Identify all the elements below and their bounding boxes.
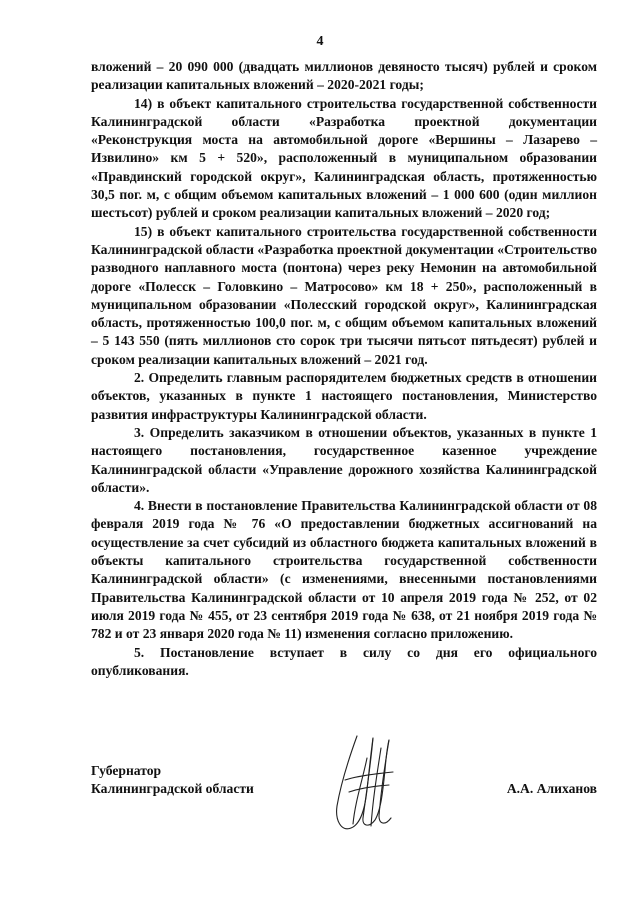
paragraph-clause-3: 3. Определить заказчиком в отношении объектов, указанных в пункте 1 настоящего постановления, государственное казенное учреждение Калининградской области «Управление дорожного хозяйства Калининградской области». — [91, 424, 597, 495]
paragraph-investment-continuation: вложений – 20 090 000 (двадцать миллионов девяносто тысяч) рублей и сроком реализации капитальных вложений – 2020-2021 годы; — [91, 59, 597, 93]
signatory-position — [91, 762, 254, 799]
document-body — [91, 58, 597, 680]
paragraph-item-14: 14) в объект капитального строительства государственной собственности Калининградской области «Разработка проектной документации «Реконструкция моста на автомобильной дороге «Вершины – Лазарево – Извилино» км 5 + 520», расположенный в муниципальном образовании «Правдинский городской округ», Калининградская область, протяженностью 30,5 пог. м, с общим объемом капитальных вложений – 1 000 600 (один миллион шестьсот) рублей и сроком реализации капитальных вложений – 2020 год; — [91, 95, 597, 221]
handwritten-signature-icon — [327, 728, 407, 838]
paragraph-clause-5: 5. Постановление вступает в силу со дня его официального опубликования. — [91, 644, 597, 678]
page-number: 4 — [316, 34, 324, 49]
signatory-name: А.А. Алиханов — [506, 781, 597, 796]
signature-block — [91, 762, 597, 842]
paragraph-clause-4: 4. Внести в постановление Правительства Калининградской области от 08 февраля 2019 года № 76 «О предоставлении бюджетных ассигнований на осуществление за счет субсидий из областного бюджета капитальных вложений в объекты капитального строительства государственной собственности Калининградской области» (с изменениями, внесенными постановлениями Правительства Калининградской области от 10 апреля 2019 года № 252, от 02 июля 2019 года № 455, от 23 сентября 2019 года № 638, от 21 ноября 2019 года № 782 и от 23 января 2020 года № 11) изменения согласно приложению. — [91, 498, 597, 642]
signatory-region: Калининградской области — [91, 781, 254, 797]
paragraph-item-15: 15) в объект капитального строительства государственной собственности Калининградской области «Разработка проектной документации «Строительство разводного наплавного моста (понтона) через реку Немонин на автомобильной дороге «Полесск – Головкино – Матросово» км 18 + 250», расположенный в муниципальном образовании «Полесский городской округ», Калининградская область, протяженностью 100,0 пог. м, с общим объемом капитальных вложений – 5 143 550 (пять миллионов сто сорок три тысячи пятьсот пятьдесят) рублей и сроком реализации капитальных вложений – 2021 год. — [91, 223, 597, 367]
signatory-title: Губернатор — [91, 763, 162, 778]
paragraph-clause-2: 2. Определить главным распорядителем бюджетных средств в отношении объектов, указанных в пункте 1 настоящего постановления, Министерство развития инфраструктуры Калининградской области. — [91, 370, 597, 422]
